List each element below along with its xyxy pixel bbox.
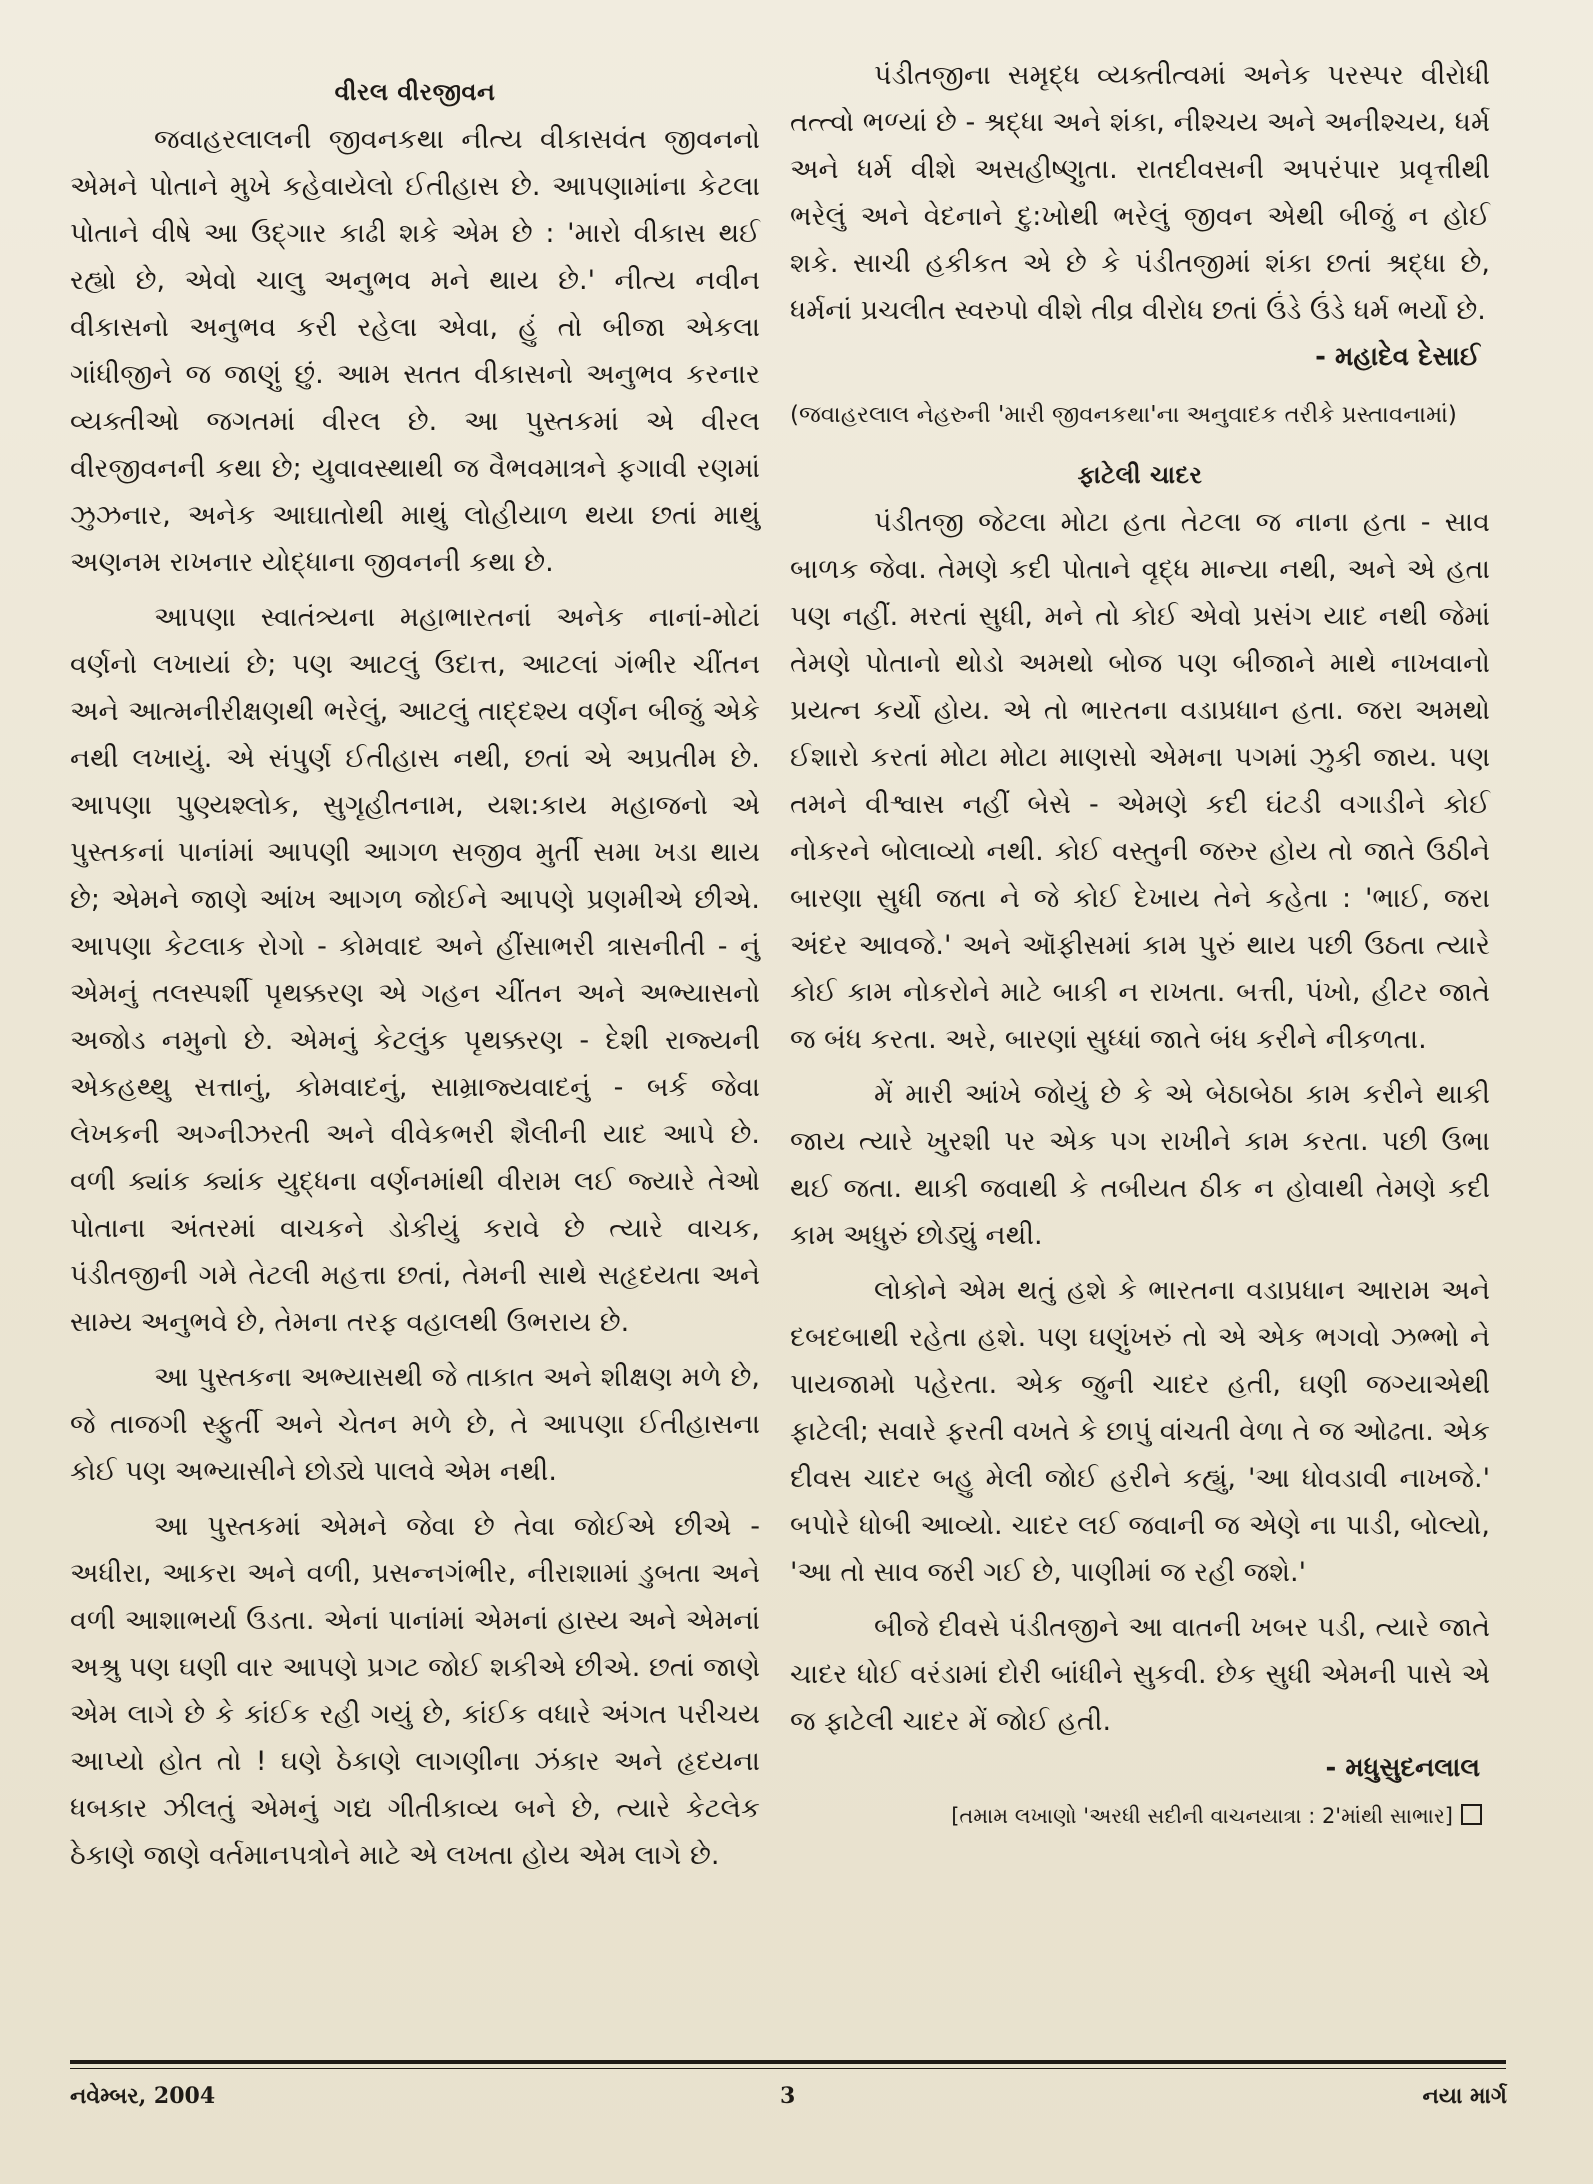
footer-date: નવેમ્બર, 2004: [70, 2083, 216, 2109]
credit-line: [790, 1804, 1482, 1829]
article-paragraph: લોકોને એમ થતું હશે કે ભારતના વડાપ્રધાન આરામ અને દબદબાથી રહેતા હશે. પણ ઘણુંખરું તો એ એક ભગવો ઝભ્ભો ને પાયજામો પહેરતા. એક જુની ચાદર હતી, ઘણી જગ્યાએથી ફાટેલી; સવારે ફરતી વખતે કે છાપું વાંચતી વેળા તે જ ઓઢતા. એક દીવસ ચાદર બહુ મેલી જોઈ હરીને કહ્યું, 'આ ધોવડાવી નાખજે.' બપોરે ધોબી આવ્યો. ચાદર લઈ જવાની જ એણે ના પાડી, બોલ્યો, 'આ તો સાવ જરી ગઈ છે, પાણીમાં જ રહી જશે.': [790, 1275, 1490, 1588]
left-column: [70, 70, 760, 1887]
credit-text: [તમામ લખાણો 'અરધી સદીની વાચનયાત્રા : 2'માંથી સાભાર]: [951, 1804, 1453, 1828]
source-note: (જવાહરલાલ નેહરુની 'મારી જીવનકથા'ના અનુવાદક તરીકે પ્રસ્તાવનામાં): [790, 402, 1457, 428]
article-paragraph: જવાહરલાલની જીવનકથા નીત્ય વીકાસવંત જીવનનો એમને પોતાને મુખે કહેવાયેલો ઈતીહાસ છે. આપણામાંના કેટલા પોતાને વીષે આ ઉદ્ગાર કાઢી શકે એમ છે : 'મારો વીકાસ થઈ રહ્યો છે, એવો ચાલુ અનુભવ મને થાય છે.' નીત્ય નવીન વીકાસનો અનુભવ કરી રહેલા એવા, હું તો બીજા એકલા ગાંધીજીને જ જાણું છું. આમ સતત વીકાસનો અનુભવ કરનાર વ્યક્તીઓ જગતમાં વીરલ છે. આ પુસ્તકમાં એ વીરલ વીરજીવનની કથા છે; યુવાવસ્થાથી જ વૈભવમાત્રને ફગાવી રણમાં ઝુઝનાર, અનેક આઘાતોથી માથું લોહીયાળ થયા છતાં માથું અણનમ રાખનાર યોદ્ધાના જીવનની કથા છે.: [70, 124, 760, 578]
end-mark-box-icon: [1461, 1804, 1482, 1825]
right-column: [790, 52, 1490, 1829]
article-paragraph: આ પુસ્તકના અભ્યાસથી જે તાકાત અને શીક્ષણ મળે છે, જે તાજગી સ્ફુર્તી અને ચેતન મળે છે, તે આપણા ઈતીહાસના કોઈ પણ અભ્યાસીને છોડ્યે પાલવે એમ નથી.: [70, 1362, 760, 1487]
article-paragraph: આ પુસ્તકમાં એમને જેવા છે તેવા જોઈએ છીએ - અધીરા, આકરા અને વળી, પ્રસન્નગંભીર, નીરાશામાં ડુબતા અને વળી આશાભર્યા ઉડતા. એનાં પાનાંમાં એમનાં હાસ્ય અને એમનાં અશ્રુ પણ ઘણી વાર આપણે પ્રગટ જોઈ શકીએ છીએ. છતાં જાણે એમ લાગે છે કે કાંઈક રહી ગયું છે, કાંઈક વધારે અંગત પરીચય આપ્યો હોત તો ! ઘણે ઠેકાણે લાગણીના ઝંકાર અને હૃદયના ધબકાર ઝીલતું એમનું ગદ્ય ગીતીકાવ્ય બને છે, ત્યારે કેટલેક ઠેકાણે જાણે વર્તમાનપત્રોને માટે એ લખતા હોય એમ લાગે છે.: [70, 1511, 760, 1871]
author-signature: - મધુસુદનલાલ: [1325, 1753, 1480, 1783]
article-paragraph: પંડીતજી જેટલા મોટા હતા તેટલા જ નાના હતા - સાવ બાળક જેવા. તેમણે કદી પોતાને વૃદ્ધ માન્યા નથી, અને એ હતા પણ નહીં. મરતાં સુધી, મને તો કોઈ એવો પ્રસંગ યાદ નથી જેમાં તેમણે પોતાનો થોડો અમથો બોજ પણ બીજાને માથે નાખવાનો પ્રયત્ન કર્યો હોય. એ તો ભારતના વડાપ્રધાન હતા. જરા અમથો ઈશારો કરતાં મોટા મોટા માણસો એમના પગમાં ઝુકી જાય. પણ તમને વીશ્વાસ નહીં બેસે - એમણે કદી ઘંટડી વગાડીને કોઈ નોકરને બોલાવ્યો નથી. કોઈ વસ્તુની જરુર હોય તો જાતે ઉઠીને બારણા સુધી જતા ને જે કોઈ દેખાય તેને કહેતા : 'ભાઈ, જરા અંદર આવજે.' અને ઑફીસમાં કામ પુરું થાય પછી ઉઠતા ત્યારે કોઈ કામ નોકરોને માટે બાકી ન રાખતા. બત્તી, પંખો, હીટર જાતે જ બંધ કરતા. અરે, બારણાં સુધ્ધાં જાતે બંધ કરીને નીકળતા.: [790, 507, 1490, 1055]
author-signature: - મહાદેવ દેસાઈ: [1315, 342, 1480, 372]
article-paragraph: પંડીતજીના સમૃદ્ધ વ્યક્તીત્વમાં અનેક પરસ્પર વીરોધી તત્ત્વો ભળ્યાં છે - શ્રદ્ધા અને શંકા, નીશ્ચય અને અનીશ્ચય, ધર્મ અને ધર્મ વીશે અસહીષ્ણુતા. રાતદીવસની અપરંપાર પ્રવૃત્તીથી ભરેલું અને વેદનાને દુ:ખોથી ભરેલું જીવન એથી બીજું ન હોઈ શકે. સાચી હકીકત એ છે કે પંડીતજીમાં શંકા છતાં શ્રદ્ધા છે, ધર્મનાં પ્રચલીત સ્વરુપો વીશે તીવ્ર વીરોધ છતાં ઉંડે ઉંડે ધર્મ ભર્યો છે.: [790, 60, 1490, 326]
footer-rule-thin: [70, 2068, 1506, 2069]
magazine-name: નયા માર્ગ: [1422, 2083, 1507, 2109]
article-paragraph: મેં મારી આંખે જોયું છે કે એ બેઠાબેઠા કામ કરીને થાકી જાય ત્યારે ખુરશી પર એક પગ રાખીને કામ કરતા. પછી ઉભા થઈ જતા. થાકી જવાથી કે તબીયત ઠીક ન હોવાથી તેમણે કદી કામ અધુરું છોડ્યું નથી.: [790, 1079, 1490, 1251]
page-number: 3: [780, 2083, 796, 2109]
article-heading-viral-virjivan: વીરલ વીરજીવન: [334, 78, 496, 106]
article-paragraph: આપણા સ્વાતંત્ર્યના મહાભારતનાં અનેક નાનાં-મોટાં વર્ણનો લખાયાં છે; પણ આટલું ઉદાત્ત, આટલાં ગંભીર ચીંતન અને આત્મનીરીક્ષણથી ભરેલું, આટલું તાદ્દશ્ય વર્ણન બીજું એકે નથી લખાયું. એ સંપુર્ણ ઈતીહાસ નથી, છતાં એ અપ્રતીમ છે. આપણા પુણ્યશ્લોક, સુગૃહીતનામ, યશ:કાય મહાજનો એ પુસ્તકનાં પાનાંમાં આપણી આગળ સજીવ મુર્તી સમા ખડા થાય છે; એમને જાણે આંખ આગળ જોઈને આપણે પ્રણમીએ છીએ. આપણા કેટલાક રોગો - કોમવાદ અને હીંસાભરી ત્રાસનીતી - નું એમનું તલસ્પર્શી પૃથક્કરણ એ ગહન ચીંતન અને અભ્યાસનો અજોડ નમુનો છે. એમનું કેટલુંક પૃથક્કરણ - દેશી રાજ્યની એકહથ્થુ સત્તાનું, કોમવાદનું, સામ્રાજ્યવાદનું - બર્ક જેવા લેખકની અગ્નીઝરતી અને વીવેકભરી શૈલીની યાદ આપે છે. વળી ક્યાંક ક્યાંક યુદ્ધના વર્ણનમાંથી વીરામ લઈ જ્યારે તેઓ પોતાના અંતરમાં વાચકને ડોકીયું કરાવે છે ત્યારે વાચક, પંડીતજીની ગમે તેટલી મહત્તા છતાં, તેમની સાથે સહૃદયતા અને સામ્ય અનુભવે છે, તેમના તરફ વહાલથી ઉભરાય છે.: [70, 602, 760, 1338]
footer-rule: [70, 2060, 1506, 2064]
article-heading-fateli-chadar: ફાટેલી ચાદર: [1077, 461, 1203, 489]
article-paragraph: બીજે દીવસે પંડીતજીને આ વાતની ખબર પડી, ત્યારે જાતે ચાદર ધોઈ વરંડામાં દોરી બાંધીને સુકવી. છેક સુધી એમની પાસે એ જ ફાટેલી ચાદર મેં જોઈ હતી.: [790, 1612, 1490, 1737]
